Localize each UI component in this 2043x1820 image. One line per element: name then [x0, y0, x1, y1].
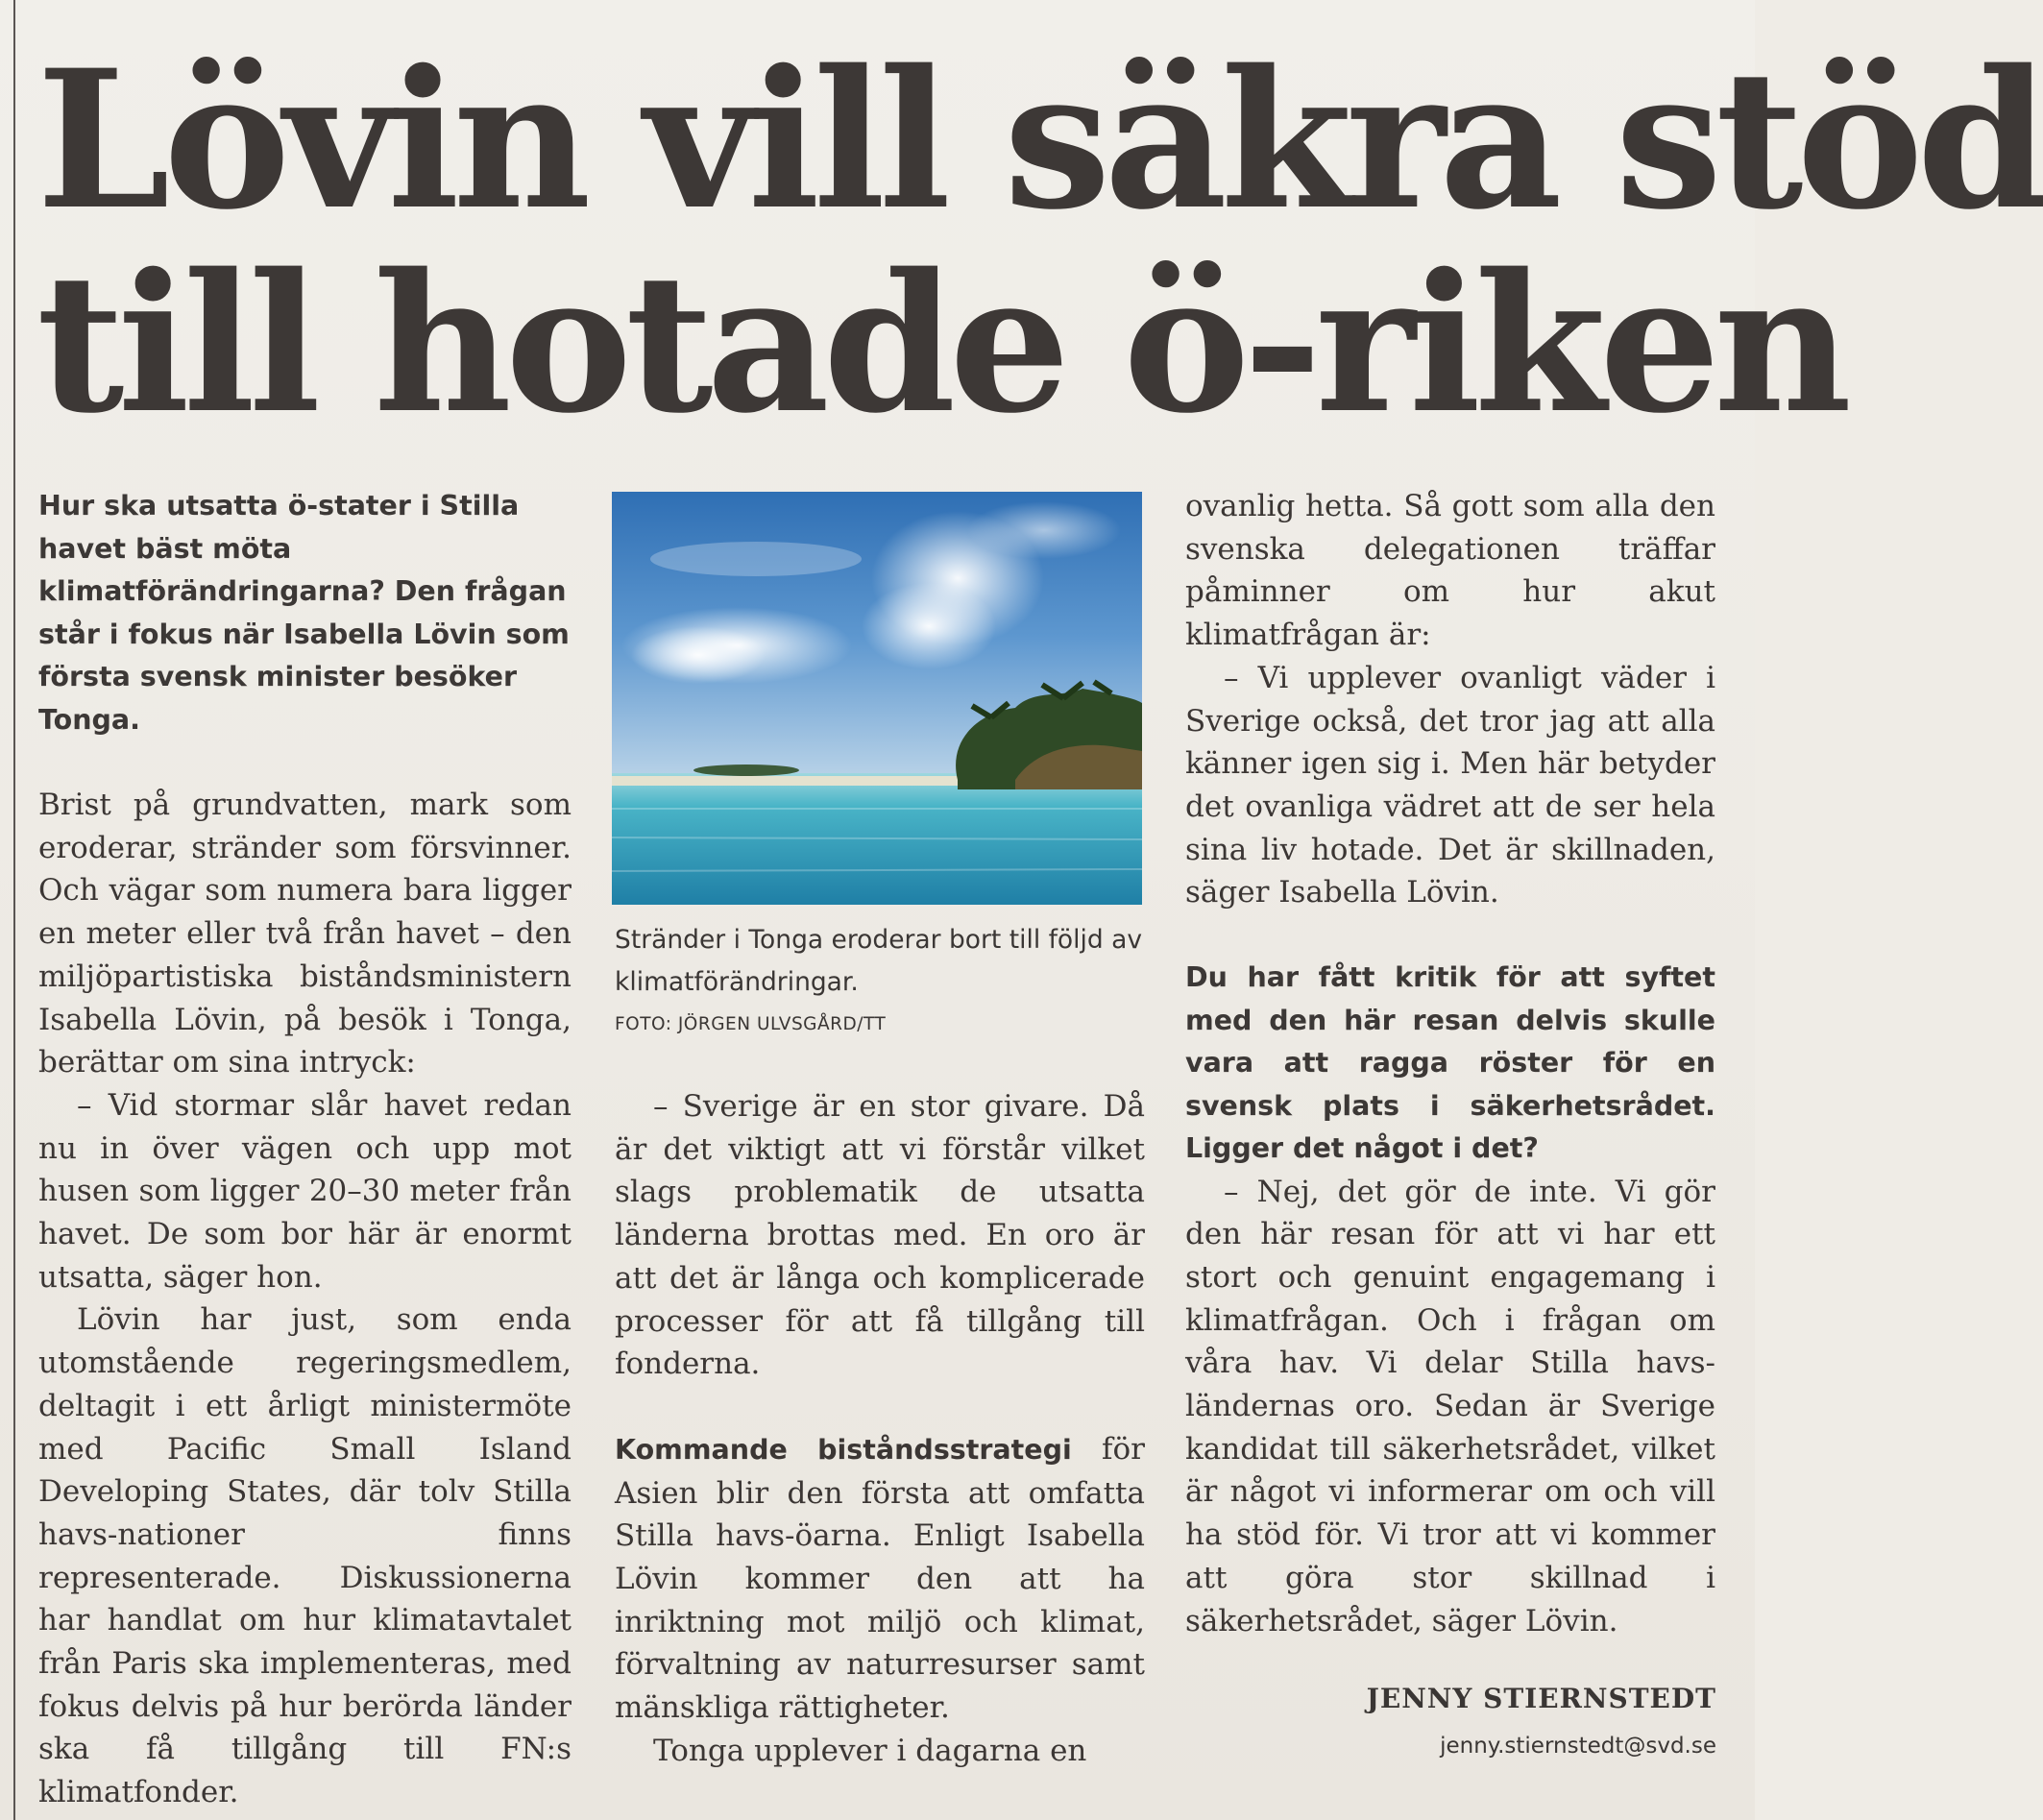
headline	[36, 28, 2043, 455]
headline-line-1: Lövin vill säkra stöd	[36, 28, 2043, 252]
column-2-body	[615, 1085, 1145, 1773]
section-text: för Asien blir den första att omfatta Stilla havs-öarna. Enligt Isabella Lövin kommer den att ha inriktning mot miljö och klimat, förvaltning av naturresurser samt mänskliga rättigheter.	[615, 1431, 1145, 1726]
author-email: jenny.stiernstedt@svd.se	[1440, 1734, 1716, 1759]
column-rule	[13, 0, 15, 1820]
column-1-body	[38, 784, 572, 1814]
paragraph	[615, 1428, 1145, 1730]
photo-credit: FOTO: JÖRGEN ULVSGÅRD/TT	[615, 1014, 887, 1034]
author-byline: JENNY STIERNSTEDT	[1366, 1683, 1716, 1714]
column-1	[38, 485, 572, 1814]
paragraph: – Sverige är en stor givare. Då är det viktigt att vi förstår vilket slags problematik de utsatta länderna brottas med. En oro är att det är långa och komplicerade processer för att få tillgång till fonderna.	[615, 1089, 1145, 1382]
column-3-body	[1185, 485, 1715, 1642]
interview-question: Du har fått kritik för att syftet med den här resan delvis skulle vara att ragga röster för en svensk plats i säkerhetsrådet. Ligger det något i det?	[1185, 961, 1715, 1165]
paragraph: Brist på grundvatten, mark som eroderar, stränder som försvinner. Och vägar som numera bara ligger en meter eller två från havet – den miljöpartistiska biståndsministern Isabella Lövin, på besök i Tonga, berättar om sina intryck:	[38, 788, 572, 1080]
paragraph: – Nej, det gör de inte. Vi gör den här resan för att vi har ett stort och genuint engagemang i klimatfrågan. Och i frågan om våra hav. Vi delar Stilla havs-ländernas oro. Sedan är Sverige kandidat till säkerhetsrådet, vilket är något vi informerar om och vill ha stöd för. Vi tror att vi kommer att göra stor skillnad i säkerhetsrådet, säger Lövin.	[1185, 1174, 1715, 1638]
beach-photo	[612, 492, 1142, 905]
headline-line-2: till hotade ö-riken	[36, 231, 1846, 455]
photo-caption: Stränder i Tonga eroderar bort till följd av klimatförändringar.	[615, 925, 1143, 997]
paragraph: Tonga upplever i dagarna en	[653, 1733, 1087, 1768]
paragraph: ovanlig hetta. Så gott som alla den svenska delegationen träffar påminner om hur akut klimatfrågan är:	[1185, 489, 1715, 653]
paragraph: – Vi upplever ovanligt väder i Sverige också, det tror jag att alla känner igen sig i. Men här betyder det ovanliga vädret att de ser hela sina liv hotade. Det är skillnaden, säger Isabella Lövin.	[1185, 660, 1715, 910]
paragraph: – Vid stormar slår havet redan nu in över vägen och upp mot husen som ligger 20–30 meter från havet. De som bor här är enormt utsatta, säger hon.	[38, 1087, 572, 1295]
ingress: Hur ska utsatta ö-stater i Stilla havet bäst möta klimatförändringarna? Den frågan står i fokus när Isabella Lövin som första svensk minister besöker Tonga.	[38, 490, 570, 736]
paragraph: Lövin har just, som enda utomstående regeringsmedlem, deltagit i ett årligt ministermöte med Pacific Small Island Developing States, där tolv Stilla havs-nationer finns representerade. Diskussionerna har handlat om hur klimatavtalet från Paris ska implementeras, med fokus delvis på hur berörda länder ska få tillgång till FN:s klimatfonder.	[38, 1302, 572, 1810]
section-lead: Kommande biståndsstrategi	[615, 1433, 1072, 1466]
